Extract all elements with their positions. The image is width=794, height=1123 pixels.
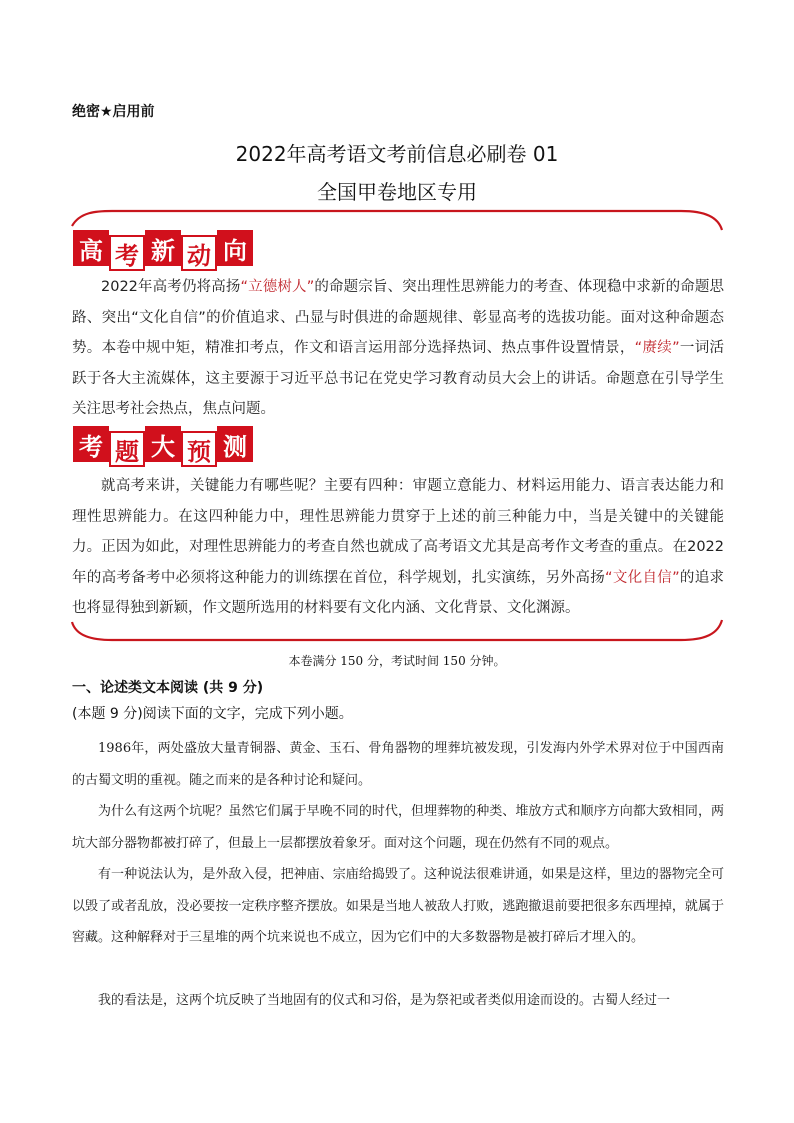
exam-title: 2022年高考语文考前信息必刷卷 01	[235, 142, 559, 166]
score-note: 本卷满分 150 分，考试时间 150 分钟。	[288, 654, 506, 668]
banner-tile: 考	[109, 235, 145, 271]
prediction-text: 就高考来讲，关键能力有哪些呢？主要有四种：审题立意能力、材料运用能力、语言表达能力和理性思辨能力。在这四种能力中，理性思辨能力贯穿于上述的前三种能力中，当是关键中的关键能力。正因为如此，对理性思辨能力的考查自然也就成了高考语文尤其是高考作文考查的重点。在2022年的高考备考中必须将这种能力的训练摆在首位，科学规划，扎实演练，另外高扬	[72, 478, 724, 586]
reading-paragraph: 1986年，两处盛放大量青铜器、黄金、玉石、骨角器物的埋葬坑被发现，引发海内外学术界对位于中国西南的古蜀文明的重视。随之而来的是各种讨论和疑问。	[72, 741, 724, 788]
highlight-phrase: “立德树人”	[240, 279, 315, 295]
banner-tile: 向	[217, 230, 253, 266]
reading-paragraph: 有一种说法认为，是外敌入侵，把神庙、宗庙给捣毁了。这种说法很难讲通，如果是这样，里边的器物完全可以毁了或者乱放，没必要按一定秩序整齐摆放。如果是当地人被敌人打败，逃跑撤退前要把很多东西埋掉，就属于窖藏。这种解释对于三星堆的两个坑来说也不成立，因为它们中的大多数器物是被打碎后才埋入的。	[72, 867, 724, 945]
exam-subtitle: 全国甲卷地区专用	[317, 180, 477, 204]
confidential-label: 绝密★启用前	[72, 104, 155, 120]
banner-prediction	[73, 426, 253, 466]
trend-text: 2022年高考仍将高扬	[101, 279, 241, 295]
highlight-phrase: “文化自信”	[605, 569, 680, 586]
prediction-paragraph	[72, 471, 724, 624]
trend-text: 一词活跃于各大主流媒体，这主要源于习近平总书记在党史学习教育动员大会上的讲话。命题意在引导学生关注思考社会热点，焦点问题。	[72, 340, 725, 417]
banner-tile: 测	[217, 426, 253, 462]
section-heading: 一、论述类文本阅读 (共 9 分)	[72, 680, 264, 696]
banner-tile: 题	[109, 431, 145, 467]
reading-paragraph: 为什么有这两个坑呢？虽然它们属于早晚不同的时代，但埋葬物的种类、堆放方式和顺序方向都大致相同，两坑大部分器物都被打碎了，但最上一层都摆放着象牙。面对这个问题，现在仍然有不同的观点。	[72, 804, 724, 851]
banner-tile: 新	[145, 230, 181, 266]
trend-text: 的命题宗旨、突出理性思辨能力的考查、体现稳中求新的命题思路、突出“文化自信”的价值追求、凸显与时俱进的命题规律、彰显高考的选拔功能。面对这种命题态势。本卷中规中矩，精准扣考点，作文和语言运用部分选择热词、热点事件设置情景，	[72, 279, 724, 356]
trend-paragraph	[72, 272, 724, 425]
banner-tile: 高	[73, 230, 109, 266]
highlight-phrase: “赓续”	[634, 340, 680, 356]
banner-new-trend	[73, 230, 253, 270]
banner-tile: 考	[73, 426, 109, 462]
prediction-text: 的追求也将显得独到新颖，作文题所选用的材料要有文化内涵、文化背景、文化渊源。	[72, 569, 725, 616]
section-instruction: (本题 9 分)阅读下面的文字，完成下列小题。	[72, 706, 353, 722]
banner-tile: 动	[181, 235, 217, 271]
banner-tile: 预	[181, 431, 217, 467]
reading-paragraph: 我的看法是，这两个坑反映了当地固有的仪式和习俗，是为祭祀或者类似用途而设的。古蜀人经过一	[98, 993, 671, 1008]
banner-tile: 大	[145, 426, 181, 462]
